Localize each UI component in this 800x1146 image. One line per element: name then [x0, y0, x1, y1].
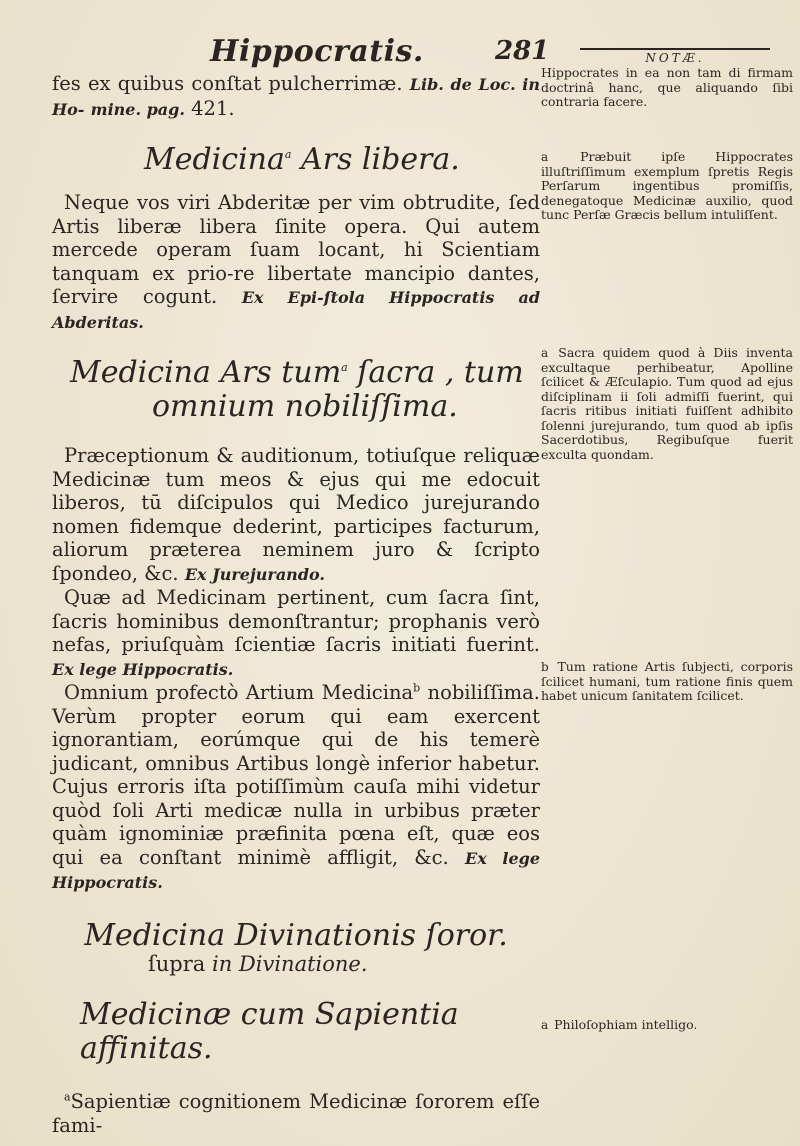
heading-1-note-mark: a — [284, 148, 292, 161]
heading-2-part-1: Medicina Ars tum — [70, 355, 342, 390]
paragraph-4-note-mark: b — [413, 681, 421, 695]
note-4 — [541, 660, 793, 704]
running-title: Hippocratis. — [210, 34, 424, 69]
note-1 — [541, 66, 793, 110]
heading-3-sub-2: in Divinatione. — [212, 951, 368, 976]
heading-2-line-2: omnium nobiliſſima. — [152, 389, 458, 424]
note-4-letter: b — [541, 660, 549, 674]
note-5 — [541, 1018, 793, 1033]
paragraph-4 — [52, 681, 540, 895]
paragraph-3-reference: Ex lege Hippocratis. — [52, 659, 234, 679]
heading-3-sub-1: ſupra — [148, 951, 206, 976]
heading-1-title: Medicina — [144, 142, 285, 177]
paragraph-5-note-mark: a — [64, 1090, 71, 1104]
heading-3-subline — [148, 953, 540, 977]
heading-medicina-sacra — [70, 356, 540, 390]
paragraph-2-reference: Ex Jurejurando. — [184, 564, 325, 584]
paragraph-3-text: Quæ ad Medicinam pertinent, cum ſacra ſint, ſacris hominibus demonſtrantur; prophanis verò nefas, priuſquàm ſcientiæ ſacris initiati fuerint. — [52, 586, 540, 656]
heading-divinationis-soror: Medicina Divinationis ſoror. — [84, 917, 508, 953]
intro-reference: Lib. de Loc. in Ho- — [52, 75, 541, 119]
paragraph-1-reference: Ex Epi-ſtola Hippocratis ad Abderitas. — [52, 288, 540, 332]
paragraph-5-text: Sapientiæ cognitionem Medicinæ ſororem eſſe fami- — [52, 1090, 540, 1137]
heading-2-part-2: ſacra , tum — [357, 355, 524, 390]
heading-1-rest: Ars libera. — [300, 142, 460, 177]
note-2-text: Præbuit ipſe Hippocrates illuſtriſſimum exemplum ſpretis Regis Perſarum ingentibus promiſſis, denegatoque Medicinæ auxilio, quod tunc Perſæ Græcis bellum intuliſſent. — [541, 149, 793, 222]
paragraph-4-start: Omnium profectò Artium Medicina — [64, 681, 414, 704]
note-1-text: Hippocrates in ea non tam di firmam doctrinâ hanc, que aliquando ſibi contraria facere. — [541, 65, 793, 109]
paragraph-2-text: Præceptionum & auditionum, totiuſque reliquæ Medicinæ tum meos & ejus qui me edocuit liberos, tū diſcipulos qui Medico jurejurando nomen fidemque dederint, participes facturum, aliorum præterea neminem juro & ſcripto ſpondeo, &c. — [52, 444, 540, 585]
intro-paragraph — [52, 72, 540, 121]
paragraph-2 — [52, 444, 540, 586]
paragraph-5 — [52, 1090, 540, 1137]
note-4-text: Tum ratione Artis ſubjecti, corporis ſcilicet humani, tum ratione finis quem habet unicum ſanitatem ſcilicet. — [541, 659, 794, 703]
intro-text: fes ex quibus conſtat pulcherrimæ. — [52, 72, 403, 95]
intro-page: 421. — [191, 96, 235, 120]
note-2-letter: a — [541, 150, 549, 164]
paragraph-1-text: Neque vos viri Abderitæ per vim obtrudite, ſed Artis liberæ libera ſinite opera. Qui autem mercede operam ſuam locant, hi Scientiam tanquam ex prio-re libertate mancipio dantes, ſervire cogunt. — [52, 191, 540, 308]
heading-sapientia-affinitas: Medicinæ cum Sapientia affinitas. — [80, 997, 459, 1066]
heading-2-note-mark: a — [341, 361, 348, 374]
heading-medicina-ars-libera — [144, 143, 540, 177]
page-number: 281 — [495, 36, 550, 66]
note-5-letter: a — [541, 1018, 549, 1032]
paragraph-1 — [52, 191, 540, 334]
intro-reference-cont: mine. pag. — [90, 99, 185, 119]
main-column — [52, 72, 540, 1137]
paragraph-4-text: nobiliſſima. Verùm propter eorum qui eam exercent ignorantiam, eorúmque qui de his temerè judicant, omnibus Artibus longè inferior habetur. Cujus erroris iſta potiſſimùm cauſa mihi videtur quòd ſoli Arti medicæ nulla in urbibus præter quàm ignominiæ præfinita pœna eſt, quæ eos qui ea conſtant minimè affligit, &c. — [52, 681, 540, 869]
note-3-text: Sacra quidem quod à Diis inventa excultaque perhibeatur, Apolline ſcilicet & Æſculapio. Tum quod ad ejus diſciplinam ii ſoli admiſſi fuerint, qui ſacris ritibus initiati fuiſſent adhibito ſolenni jurejurando, tum quod ab ipſis Sacerdotibus, Regibuſque fuerit exculta quondam. — [541, 345, 793, 462]
note-5-text: Philoſophiam intelligo. — [554, 1017, 698, 1032]
paragraph-3 — [52, 586, 540, 681]
paragraph-4-reference: Ex lege Hippocratis. — [52, 848, 541, 892]
note-3 — [541, 346, 793, 462]
note-3-letter: a — [541, 346, 549, 360]
note-2 — [541, 150, 793, 223]
notes-label: NOTÆ. — [580, 48, 770, 65]
